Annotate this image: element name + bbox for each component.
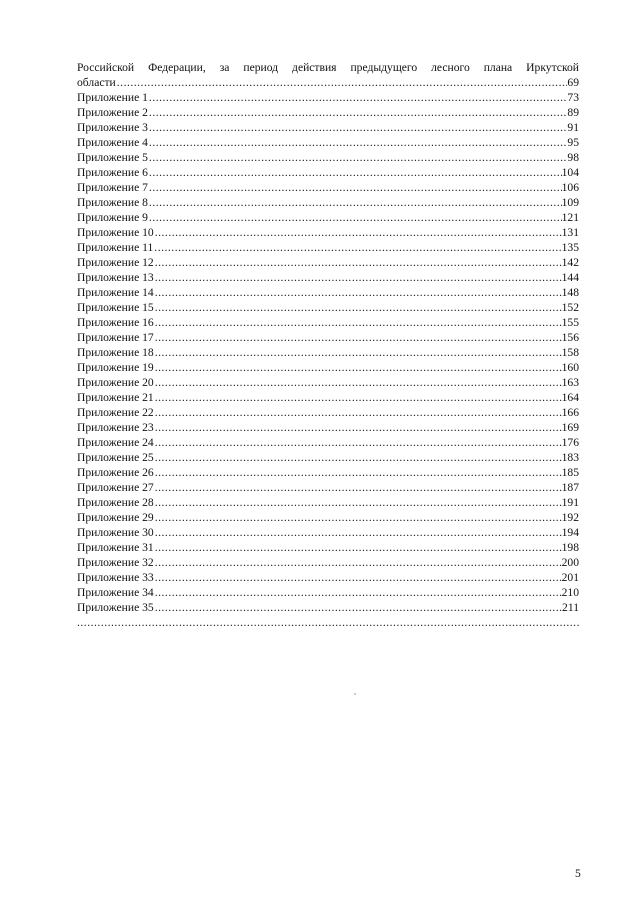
toc-entry[interactable]	[77, 345, 579, 360]
toc-leader-dots	[155, 270, 562, 285]
toc-entry[interactable]	[77, 300, 579, 315]
toc-entry[interactable]	[77, 285, 579, 300]
toc-leader-dots	[155, 510, 562, 525]
toc-entry[interactable]	[77, 420, 579, 435]
toc-entry-label: Приложение 14	[77, 286, 154, 299]
toc-leader-dots	[155, 330, 562, 345]
toc-entry[interactable]	[77, 375, 579, 390]
toc-entry-label: Приложение 22	[77, 406, 154, 419]
toc-entry[interactable]	[77, 465, 579, 480]
toc-entry-page: 201	[561, 571, 579, 584]
toc-entry-label: Приложение 1	[77, 91, 148, 104]
toc-entry-page: 198	[561, 541, 579, 554]
toc-entry[interactable]	[77, 570, 579, 585]
toc-entry-page: 200	[561, 556, 579, 569]
toc-entry[interactable]	[77, 150, 579, 165]
toc-entry-page: 176	[561, 436, 579, 449]
scan-speck	[354, 693, 356, 695]
toc-entry-page: 164	[561, 391, 579, 404]
table-of-contents	[77, 60, 579, 630]
toc-entry[interactable]	[77, 390, 579, 405]
toc-leader-dots	[155, 525, 562, 540]
toc-entry-page: 152	[561, 301, 579, 314]
toc-entry-page: 160	[561, 361, 579, 374]
toc-entry[interactable]	[77, 360, 579, 375]
toc-entry-label: Приложение 32	[77, 556, 154, 569]
toc-leader-dots	[155, 345, 562, 360]
toc-entry-page: 131	[561, 226, 579, 239]
toc-entry-page: 148	[561, 286, 579, 299]
toc-entry-page: 142	[561, 256, 579, 269]
toc-leader-dots	[155, 405, 562, 420]
toc-leader-dots	[155, 315, 562, 330]
toc-entry-label: Приложение 7	[77, 181, 148, 194]
toc-leader-dots	[155, 435, 562, 450]
toc-entry-label: Приложение 11	[77, 241, 154, 254]
toc-entry[interactable]	[77, 90, 579, 105]
toc-entry-intro[interactable]	[77, 75, 579, 90]
toc-entry-page: 185	[561, 466, 579, 479]
toc-leader-dots	[155, 375, 562, 390]
toc-leader-dots	[149, 135, 567, 150]
toc-entry-label: Приложение 2	[77, 106, 148, 119]
toc-entry-page: 166	[561, 406, 579, 419]
toc-entry[interactable]	[77, 555, 579, 570]
toc-entry[interactable]	[77, 315, 579, 330]
toc-entry-page: 194	[561, 526, 579, 539]
toc-entry-page: 109	[561, 196, 579, 209]
toc-leader-dots	[155, 600, 562, 615]
toc-leader-dots	[117, 75, 568, 90]
toc-entry[interactable]	[77, 105, 579, 120]
toc-leader-dots	[155, 300, 562, 315]
toc-leader-dots	[155, 570, 562, 585]
toc-entry[interactable]	[77, 510, 579, 525]
toc-entry-page: 192	[561, 511, 579, 524]
toc-entry[interactable]	[77, 225, 579, 240]
toc-entry-label: Приложение 30	[77, 526, 154, 539]
toc-entry-page: 73	[567, 91, 579, 104]
toc-entry-page: 89	[567, 106, 579, 119]
toc-entry-page: 156	[561, 331, 579, 344]
toc-entry-page: 135	[561, 241, 579, 254]
toc-entry-label: Приложение 19	[77, 361, 154, 374]
toc-entry[interactable]	[77, 330, 579, 345]
toc-entry-label: Приложение 28	[77, 496, 154, 509]
toc-entry-page: 121	[561, 211, 579, 224]
toc-entry[interactable]	[77, 240, 579, 255]
toc-leader-dots	[149, 195, 562, 210]
page-number: 5	[575, 867, 581, 880]
toc-entry-label: Приложение 9	[77, 211, 148, 224]
toc-leader-dots	[155, 465, 562, 480]
toc-entry-label: Приложение 20	[77, 376, 154, 389]
toc-entry[interactable]	[77, 480, 579, 495]
toc-entry-label: Приложение 26	[77, 466, 154, 479]
toc-leader-dots	[155, 555, 562, 570]
toc-entry-label: Приложение 35	[77, 601, 154, 614]
toc-entry[interactable]	[77, 450, 579, 465]
toc-leader-dots	[155, 285, 562, 300]
toc-entry-label: Приложение 17	[77, 331, 154, 344]
toc-entry[interactable]	[77, 210, 579, 225]
toc-entry-page: 98	[567, 151, 579, 164]
toc-entry[interactable]	[77, 600, 579, 615]
toc-entry[interactable]	[77, 435, 579, 450]
toc-entry-label: Приложение 24	[77, 436, 154, 449]
toc-entry-label: Приложение 10	[77, 226, 154, 239]
toc-leader-dots	[149, 165, 562, 180]
toc-entry-page: 95	[567, 136, 579, 149]
toc-leader-dots	[155, 390, 562, 405]
toc-entry-page: 155	[561, 316, 579, 329]
toc-trailing-dots	[77, 615, 579, 630]
toc-entry[interactable]	[77, 540, 579, 555]
toc-entry[interactable]	[77, 135, 579, 150]
toc-entry-page: 191	[561, 496, 579, 509]
toc-entry-label: Приложение 21	[77, 391, 154, 404]
toc-leader-dots	[149, 180, 562, 195]
toc-entry-label: Приложение 31	[77, 541, 154, 554]
toc-entry-label: Приложение 23	[77, 421, 154, 434]
toc-entry-page: 91	[567, 121, 579, 134]
toc-entry-page: 69	[567, 76, 579, 89]
toc-entry[interactable]	[77, 120, 579, 135]
toc-entry-page: 158	[561, 346, 579, 359]
toc-entry-label: Приложение 4	[77, 136, 148, 149]
toc-entry[interactable]	[77, 585, 579, 600]
toc-entry[interactable]	[77, 195, 579, 210]
toc-entry-label: Приложение 13	[77, 271, 154, 284]
toc-leader-dots	[155, 480, 562, 495]
toc-entry-label: Приложение 3	[77, 121, 148, 134]
toc-leader-dots	[155, 495, 562, 510]
toc-entry-page: 210	[561, 586, 579, 599]
toc-leader-dots	[155, 450, 562, 465]
toc-entry-label: Приложение 29	[77, 511, 154, 524]
toc-leader-dots	[149, 120, 567, 135]
toc-entry-label: Приложение 33	[77, 571, 154, 584]
toc-entry-label: Приложение 34	[77, 586, 154, 599]
toc-entry-page: 211	[562, 601, 579, 614]
toc-entry[interactable]	[77, 495, 579, 510]
toc-entry-page: 187	[561, 481, 579, 494]
toc-leader-dots	[149, 150, 567, 165]
toc-entry-label: Приложение 6	[77, 166, 148, 179]
toc-leader-dots	[155, 225, 562, 240]
toc-entry-label: Приложение 15	[77, 301, 154, 314]
toc-leader-dots	[149, 105, 567, 120]
toc-entry-page: 144	[561, 271, 579, 284]
toc-entry-label: Приложение 18	[77, 346, 154, 359]
toc-entry-label: Приложение 16	[77, 316, 154, 329]
toc-leader-dots	[154, 240, 561, 255]
toc-leader-dots	[149, 210, 562, 225]
toc-leader-dots	[155, 255, 562, 270]
toc-entry[interactable]	[77, 405, 579, 420]
toc-entry-page: 163	[561, 376, 579, 389]
toc-entry-page: 104	[561, 166, 579, 179]
toc-leader-dots	[155, 540, 562, 555]
toc-entry-page: 106	[561, 181, 579, 194]
toc-entry-label: Приложение 12	[77, 256, 154, 269]
toc-entry-label: Приложение 5	[77, 151, 148, 164]
toc-intro-line: Российской Федерации, за период действия предыдущего лесного плана Иркутской	[77, 61, 579, 74]
toc-entry-page: 169	[561, 421, 579, 434]
toc-entry-label: области	[77, 76, 116, 89]
toc-entry-page: 183	[561, 451, 579, 464]
toc-leader-dots	[155, 360, 562, 375]
toc-leader-dots	[149, 90, 567, 105]
toc-entry[interactable]	[77, 255, 579, 270]
toc-entry[interactable]	[77, 270, 579, 285]
toc-entry[interactable]	[77, 525, 579, 540]
toc-entry-label: Приложение 27	[77, 481, 154, 494]
toc-leader-dots	[155, 585, 562, 600]
toc-entry[interactable]	[77, 180, 579, 195]
toc-entry-label: Приложение 25	[77, 451, 154, 464]
toc-entry[interactable]	[77, 165, 579, 180]
toc-leader-dots	[155, 420, 562, 435]
toc-entry-label: Приложение 8	[77, 196, 148, 209]
toc-entry-list	[77, 90, 579, 615]
